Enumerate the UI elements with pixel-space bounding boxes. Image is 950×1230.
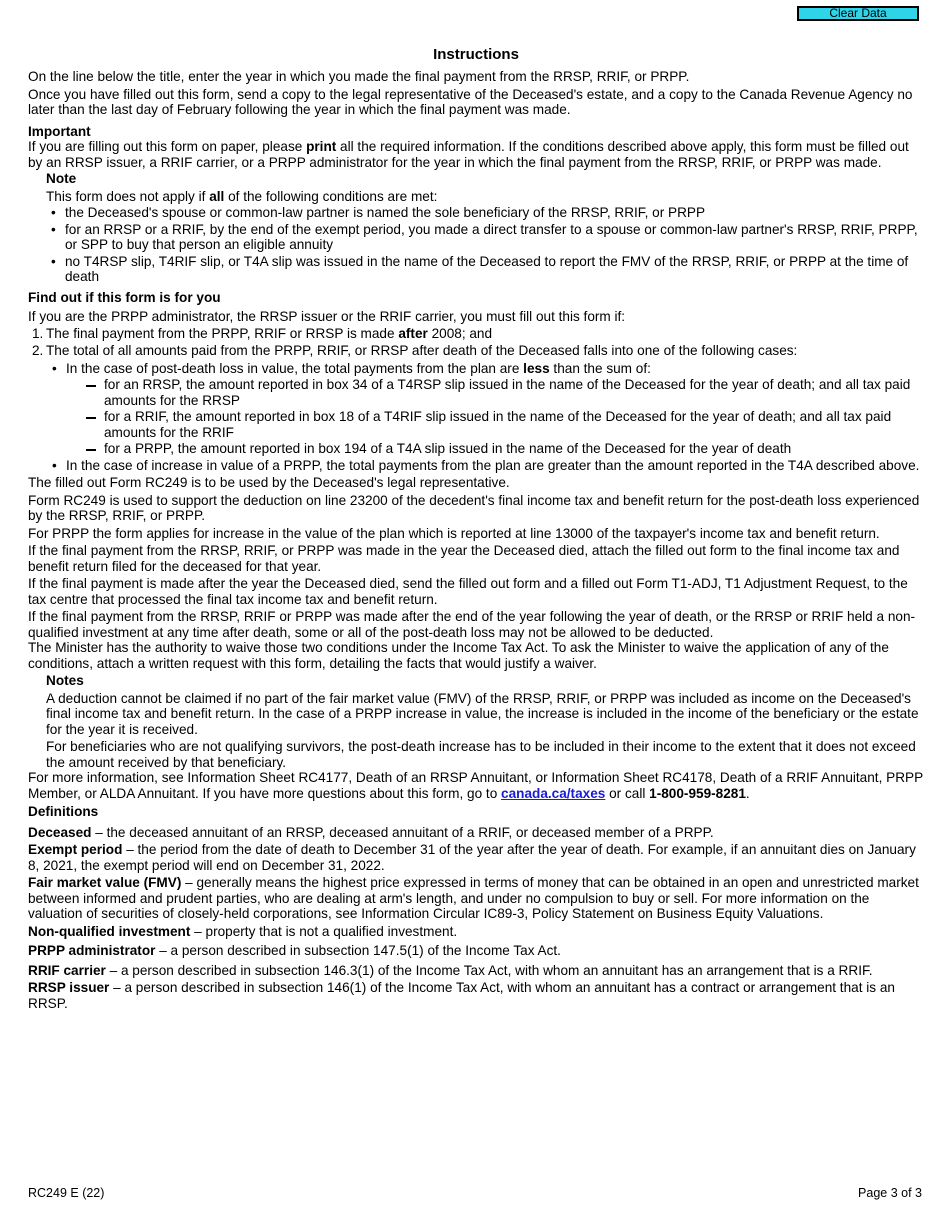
- list-item: 1. The final payment from the PRPP, RRIF or RRSP is made after 2008; and: [32, 325, 493, 341]
- body-paragraph: The filled out Form RC249 is to be used by the Deceased's legal representative.: [28, 475, 510, 490]
- list-number: 1.: [32, 325, 44, 341]
- list-number: 2.: [32, 343, 44, 358]
- notes-heading: Notes: [46, 673, 84, 688]
- list-item: 2. The total of all amounts paid from the PRPP, RRIF, or RRSP after death of the Deceased falls into one of the following cases:: [32, 343, 798, 358]
- important-heading: Important: [28, 123, 91, 139]
- list-item: • for an RRSP or a RRIF, by the end of the exempt period, you made a direct transfer to a spouse or common-law partner's RRSP, RRIF, PRPP, or SPP to buy that person an eligible annuity: [46, 222, 924, 253]
- body-paragraph: If the final payment from the RRSP, RRIF or PRPP was made after the end of the year following the year of death, or the RRSP or RRIF held a non-qualified investment at any time after death, some or all of the post-death loss may not be allowed to be deducted.: [28, 609, 916, 640]
- notes-box: [46, 673, 924, 770]
- note-heading: Note: [46, 171, 77, 186]
- clear-data-button[interactable]: Clear Data: [797, 6, 919, 21]
- instructions-body: [28, 69, 924, 1011]
- note-conditions-list: [28, 205, 924, 285]
- find-out-heading: Find out if this form is for you: [28, 289, 221, 305]
- sum-components-list: [66, 377, 924, 457]
- find-out-intro: If you are the PRPP administrator, the RRSP issuer or the RRIF carrier, you must fill out this form if:: [28, 309, 626, 324]
- form-identifier: RC249 E (22): [28, 1186, 105, 1200]
- list-item: for a PRPP, the amount reported in box 194 of a T4A slip issued in the name of the Deceased for the year of death: [84, 441, 924, 457]
- list-item: • In the case of post-death loss in value, the total payments from the plan are less than the sum of: for an RRSP, the amount reported in box 34 of a T4RSP slip issued in the name of the Deceased for the year of death; and all tax paid amounts for the RRSP for a RRIF, the amount reported in box 18 of a T4RIF slip issued in the name of the Deceased for the year of death; and all tax paid amounts for the RRIF for a PRPP, the amount reported in box 194 of a T4A slip issued in the name of the Deceased for the year of death: [47, 361, 924, 457]
- notes-paragraph: For beneficiaries who are not qualifying survivors, the post-death increase has to be included in their income to the extent that it does not exceed the amount received by that beneficiary.: [46, 739, 916, 770]
- cases-list: [28, 361, 924, 474]
- list-item: for a RRIF, the amount reported in box 18 of a T4RIF slip issued in the name of the Deceased for the year of death; and all tax paid amounts for the RRIF: [84, 409, 924, 440]
- important-paragraph: If you are filling out this form on paper, please print all the required information. If the conditions described above apply, this form must be filled out by an RRSP issuer, a RRIF carrier, or a PRPP administrator for the year in which the final payment from the RRSP, RRIF, or PRPP was made.: [28, 139, 909, 170]
- definition-item: RRSP issuer – a person described in subsection 146(1) of the Income Tax Act, with whom an annuitant has a contract or arrangement that is an RRSP.: [28, 980, 895, 1011]
- list-item: • no T4RSP slip, T4RIF slip, or T4A slip was issued in the name of the Deceased to report the FMV of the RRSP, RRIF, or PRPP at the time of death: [46, 254, 924, 285]
- note-intro: This form does not apply if all of the following conditions are met:: [46, 188, 438, 204]
- definition-item: Exempt period – the period from the date of death to December 31 of the year after the year of death. For example, if an annuitant dies on January 8, 2021, the exempt period will end on December 31, 2022.: [28, 842, 916, 873]
- note-box: [46, 171, 924, 204]
- definition-item: Deceased – the deceased annuitant of an RRSP, deceased annuitant of a RRIF, or deceased member of a PRPP.: [28, 824, 714, 840]
- notes-paragraph: A deduction cannot be claimed if no part of the fair market value (FMV) of the RRSP, RRIF, or PRPP was included as income on the Deceased's final income tax and benefit return. In the case of a PRPP increase in value, the increase is included in the income of the beneficiary or the estate for the year it is received.: [46, 690, 919, 737]
- definitions-heading: Definitions: [28, 804, 99, 819]
- definition-item: PRPP administrator – a person described in subsection 147.5(1) of the Income Tax Act.: [28, 943, 561, 958]
- list-item: • In the case of increase in value of a PRPP, the total payments from the plan are greater than the amount reported in the T4A described above.: [47, 458, 924, 474]
- body-paragraph: Form RC249 is used to support the deduction on line 23200 of the decedent's final income tax and benefit return for the post-death loss experienced by the RRSP, RRIF, or PRPP.: [28, 492, 920, 523]
- definition-item: Fair market value (FMV) – generally means the highest price expressed in terms of money that can be obtained in an open and unrestricted market between informed and prudent parties, who are dealing at arm's length, and under no compulsion to buy or sell. For more information on the valuation of securities of closely-held corporations, see Information Circular IC89-3, Policy Statement on Business Equity Valuations.: [28, 875, 919, 921]
- page-number: Page 3 of 3: [858, 1186, 922, 1200]
- more-info-paragraph: For more information, see Information Sheet RC4177, Death of an RRSP Annuitant, or Information Sheet RC4178, Death of a RRIF Annuitant, PRPP Member, or ALDA Annuitant. If you have more questions about this form, go to canada.ca/taxes or call 1-800-959-8281.: [28, 770, 923, 801]
- list-item: for an RRSP, the amount reported in box 34 of a T4RSP slip issued in the name of the Deceased for the year of death; and all tax paid amounts for the RRSP: [84, 377, 924, 408]
- body-paragraph: If the final payment from the RRSP, RRIF, or PRPP was made in the year the Deceased died, attach the filled out form to the final income tax and benefit return filed for the deceased for that year.: [28, 543, 900, 574]
- intro-paragraph: Once you have filled out this form, send a copy to the legal representative of the Deceased's estate, and a copy to the Canada Revenue Agency no later than the last day of February following the year in which the final payment was made.: [28, 86, 913, 117]
- canada-taxes-link[interactable]: canada.ca/taxes: [501, 785, 606, 801]
- find-out-list: [28, 326, 924, 359]
- body-paragraph: If the final payment is made after the year the Deceased died, send the filled out form and a filled out Form T1-ADJ, T1 Adjustment Request, to the tax centre that processed the final tax income tax and benefit return.: [28, 576, 908, 607]
- intro-paragraph: On the line below the title, enter the year in which you made the final payment from the RRSP, RRIF, or PRPP.: [28, 69, 690, 84]
- definition-item: Non-qualified investment – property that is not a qualified investment.: [28, 923, 458, 939]
- body-paragraph: For PRPP the form applies for increase in the value of the plan which is reported at line 13000 of the taxpayer's income tax and benefit return.: [28, 525, 880, 541]
- page-title: Instructions: [433, 46, 519, 63]
- definition-item: RRIF carrier – a person described in subsection 146.3(1) of the Income Tax Act, with whom an annuitant has an arrangement that is a RRIF.: [28, 962, 873, 978]
- body-paragraph: The Minister has the authority to waive those two conditions under the Income Tax Act. To ask the Minister to waive the application of any of the conditions, attach a written request with this form, detailing the facts that would justify a waiver.: [28, 640, 889, 671]
- phone-number: 1-800-959-8281: [649, 785, 746, 801]
- list-item: • the Deceased's spouse or common-law partner is named the sole beneficiary of the RRSP, RRIF, or PRPP: [46, 205, 924, 221]
